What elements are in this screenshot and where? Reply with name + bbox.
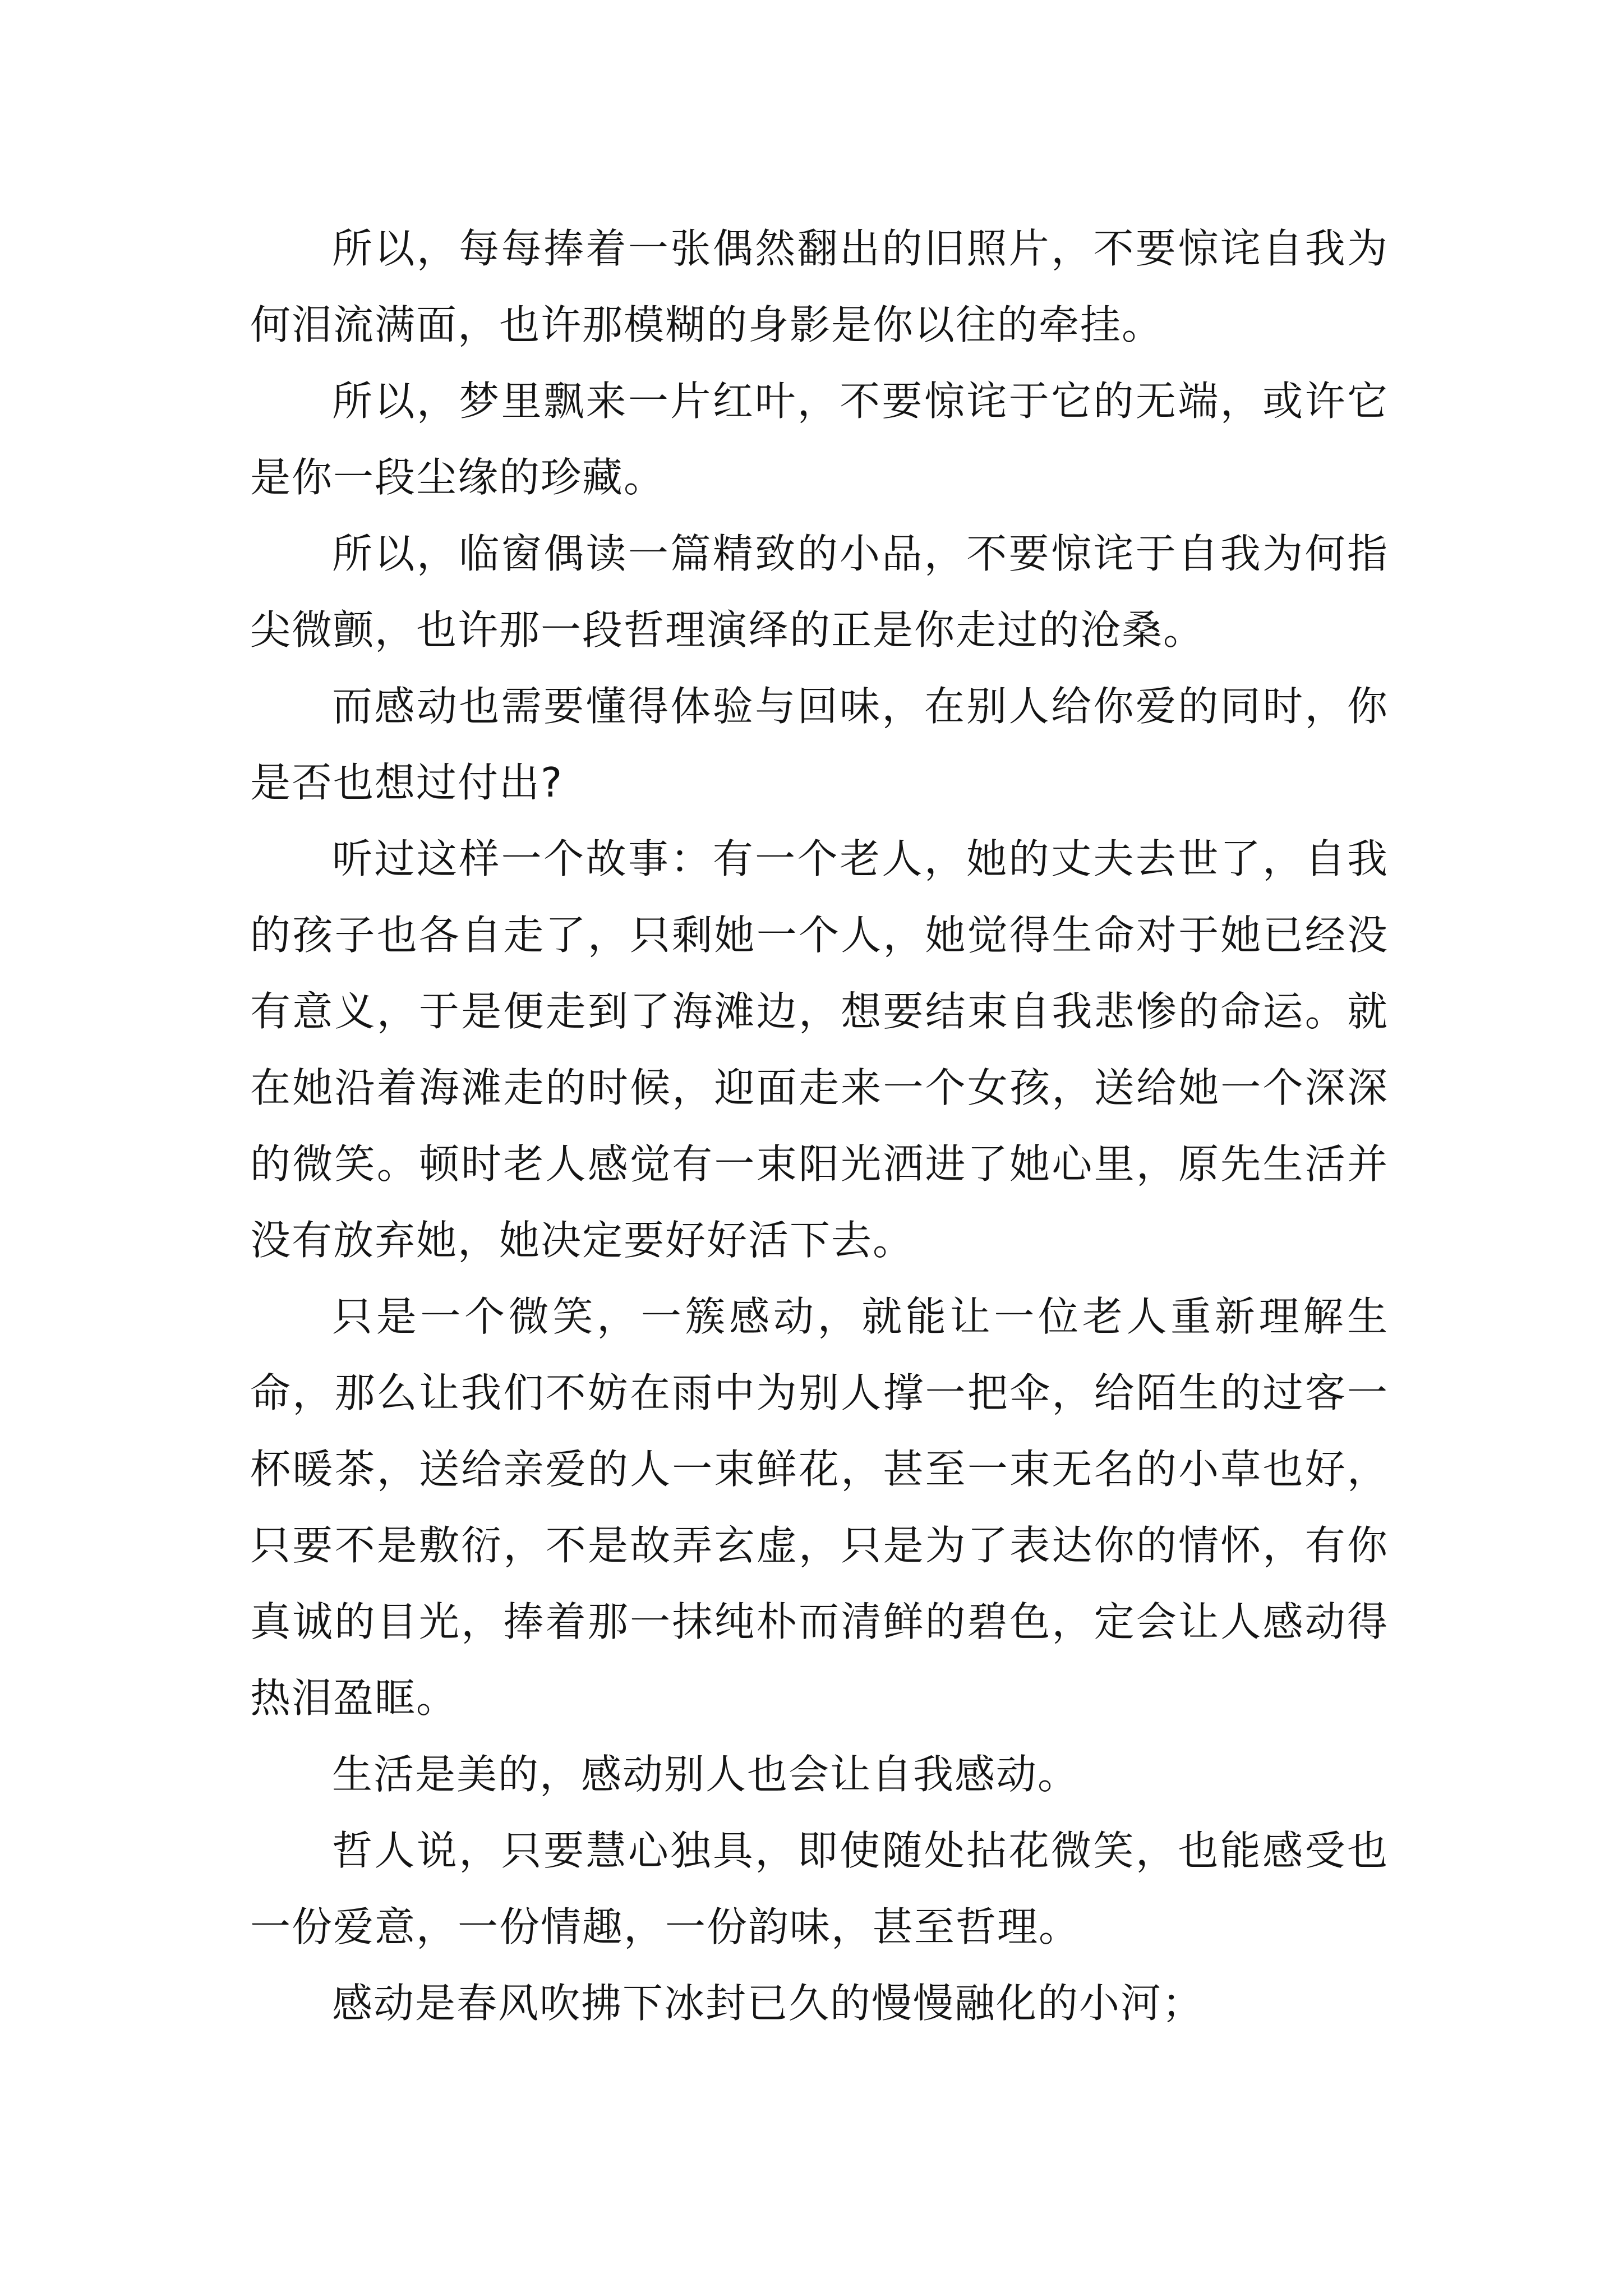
paragraph-1: 所以，每每捧着一张偶然翻出的旧照片，不要惊诧自我为何泪流满面，也许那模糊的身影是你以往的牵挂。 [250,225,1389,348]
paragraph-6: 只是一个微笑，一簇感动，就能让一位老人重新理解生命，那么让我们不妨在雨中为别人撑一把伞，给陌生的过客一杯暖茶，送给亲爱的人一束鲜花，甚至一束无名的小草也好，只要不是敷衍，不是故弄玄虚，只是为了表达你的情怀，有你真诚的目光，捧着那一抹纯朴而清鲜的碧色，定会让人感动得热泪盈眶。 [250,1293,1389,1722]
paragraph-7: 生活是美的，感动别人也会让自我感动。 [332,1751,1080,1798]
document-body [250,210,1389,2041]
paragraph-2: 所以，梦里飘来一片红叶，不要惊诧于它的无端，或许它是你一段尘缘的珍藏。 [250,378,1389,501]
paragraph-4: 而感动也需要懂得体验与回味，在别人给你爱的同时，你是否也想过付出? [250,683,1389,806]
paragraph-8: 哲人说，只要慧心独具，即使随处拈花微笑，也能感受也一份爱意，一份情趣，一份韵味，甚至哲理。 [250,1827,1389,1950]
paragraph-9: 感动是春风吹拂下冰封已久的慢慢融化的小河； [332,1980,1204,2027]
paragraph-3: 所以，临窗偶读一篇精致的小品，不要惊诧于自我为何指尖微颤，也许那一段哲理演绎的正是你走过的沧桑。 [250,530,1389,654]
paragraph-5: 听过这样一个故事：有一个老人，她的丈夫去世了，自我的孩子也各自走了，只剩她一个人，她觉得生命对于她已经没有意义，于是便走到了海滩边，想要结束自我悲惨的命运。就在她沿着海滩走的时候，迎面走来一个女孩，送给她一个深深的微笑。顿时老人感觉有一束阳光洒进了她心里，原先生活并没有放弃她，她决定要好好活下去。 [250,835,1389,1264]
